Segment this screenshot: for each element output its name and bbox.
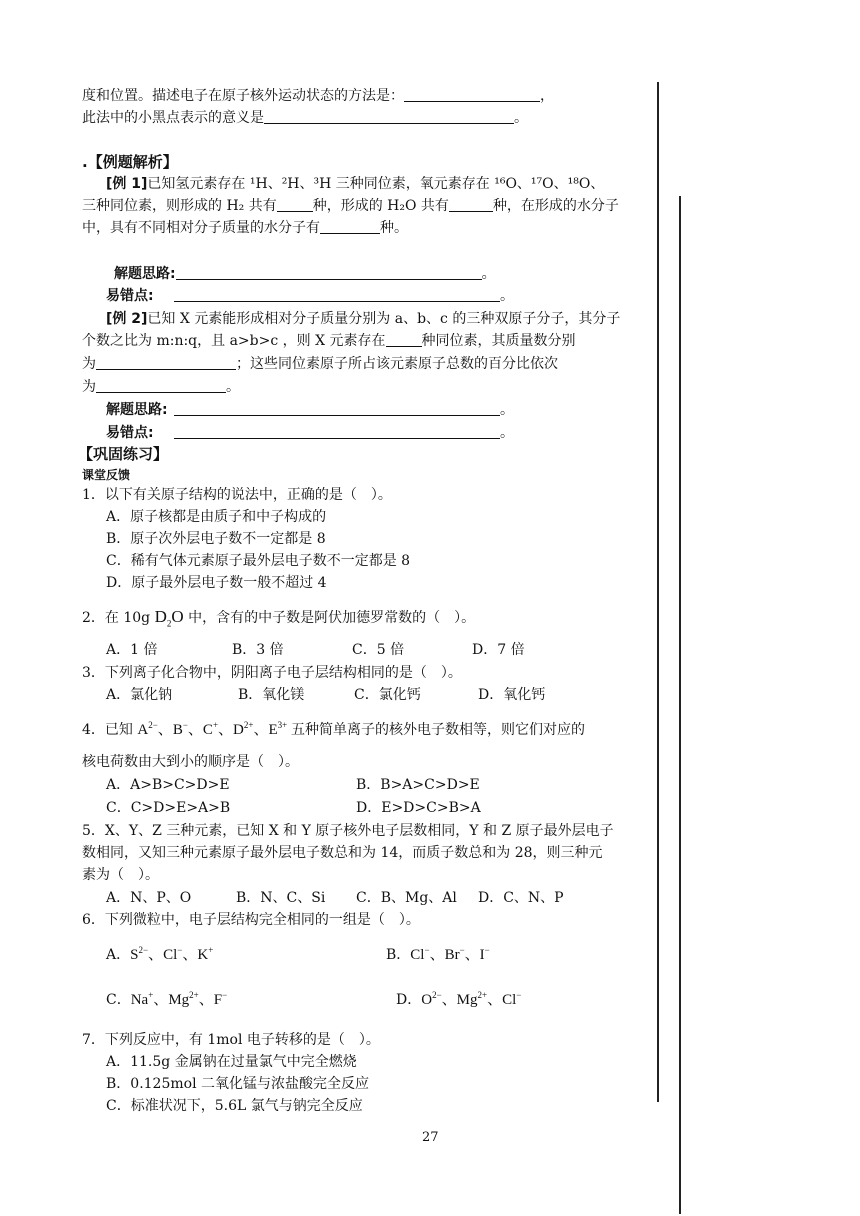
answer-blank[interactable]	[174, 287, 500, 302]
q4-stem-line-2: 核电荷数由大到小的顺序是（ ）。	[82, 754, 299, 770]
q5-option-b[interactable]: B．N、C、Si	[236, 890, 326, 906]
answer-blank[interactable]	[174, 401, 500, 416]
q5-stem-line-1: 5．X、Y、Z 三种元素，已知 X 和 Y 原子核外电子层数相同，Y 和 Z 原子最外层电子	[82, 823, 614, 839]
answer-blank[interactable]	[449, 197, 493, 212]
answer-blank[interactable]	[404, 87, 540, 102]
example-2-line-2: 个数之比为 m:n:q，且 a>b>c ，则 X 元素存在 种同位素，其质量数分别	[82, 333, 576, 349]
q1-option-d[interactable]: D．原子最外层电子数一般不超过 4	[106, 575, 327, 591]
q4-option-b[interactable]: B．B>A>C>D>E	[356, 777, 480, 793]
q5-option-c[interactable]: C．B、Mg、Al	[356, 890, 457, 906]
q1-option-c[interactable]: C．稀有气体元素原子最外层电子数不一定都是 8	[106, 553, 411, 569]
examples-section-title: .【例题解析】	[82, 153, 178, 171]
example-2-error: 易错点: 。	[106, 425, 514, 441]
example-1-line-2: 三种同位素，则形成的 H₂ 共有 种，形成的 H₂O 共有 种，在形成的水分子	[82, 198, 619, 214]
q1-stem: 1．以下有关原子结构的说法中，正确的是（ ）。	[82, 487, 392, 503]
q2-option-c[interactable]: C．5 倍	[352, 642, 405, 658]
answer-blank[interactable]	[277, 197, 313, 212]
intro-line-1: 度和位置。描述电子在原子核外运动状态的方法是： ，	[82, 88, 554, 104]
margin-rule-upper	[657, 82, 659, 1102]
answer-blank[interactable]	[320, 219, 380, 234]
example-2-line-4: 为 。	[82, 379, 240, 395]
q3-option-a[interactable]: A．氯化钠	[106, 687, 173, 703]
q7-option-c[interactable]: C．标准状况下，5.6L 氯气与钠完全反应	[106, 1098, 363, 1114]
q6-option-c[interactable]: C．Na+、$Mg^{2+}$、F−	[106, 990, 228, 1008]
q3-option-b[interactable]: B．氧化镁	[238, 687, 305, 703]
q6-option-a[interactable]: A．$S^{2-}$、Cl−、K+	[106, 945, 214, 963]
q6-option-b[interactable]: B．Cl−、Br−、I−	[386, 945, 490, 963]
q4-option-c[interactable]: C．C>D>E>A>B	[106, 800, 231, 816]
example-2-think: 解题思路: 。	[106, 402, 514, 418]
q4-stem-line-1: 4．已知 $A^{2-}$、B−、C+、$D^{2+}$、$E^{3+}$ 五种简单离子的核外电子数相等，则它们对应的	[82, 720, 585, 738]
practice-section-title: 【巩固练习】	[78, 445, 169, 463]
q7-stem: 7．下列反应中，有 1mol 电子转移的是（ ）。	[82, 1032, 380, 1048]
q5-stem-line-3: 素为（ ）。	[82, 867, 159, 883]
answer-blank[interactable]	[386, 332, 422, 347]
q1-option-b[interactable]: B．原子次外层电子数不一定都是 8	[106, 531, 326, 547]
q2-option-b[interactable]: B．3 倍	[232, 642, 284, 658]
q1-option-a[interactable]: A．原子核都是由质子和中子构成的	[106, 509, 327, 525]
margin-rule-lower	[679, 196, 681, 1214]
page-number: 27	[422, 1130, 439, 1145]
formula-d2o: $D_2O$	[154, 607, 184, 629]
q4-option-a[interactable]: A．A>B>C>D>E	[106, 777, 230, 793]
q2-option-a[interactable]: A．1 倍	[106, 642, 158, 658]
q2-stem: 2．在 10g $D_2O$ 中，含有的中子数是阿伏加德罗常数的（ ）。	[82, 607, 476, 629]
example-2-line-1: [例 2]已知 X 元素能形成相对分子质量分别为 a、b、c 的三种双原子分子，其分子	[106, 311, 621, 327]
example-2-line-3: 为 ；这些同位素原子所占该元素原子总数的百分比依次	[82, 356, 558, 372]
feedback-label: 课堂反馈	[82, 468, 131, 482]
q4-option-d[interactable]: D．E>D>C>B>A	[356, 800, 481, 816]
answer-blank[interactable]	[264, 109, 514, 124]
intro-line-2: 此法中的小黑点表示的意义是 。	[82, 110, 528, 126]
example-1-line-3: 中，具有不同相对分子质量的水分子有 种。	[82, 220, 408, 236]
example-1-think: 解题思路: 。	[114, 266, 496, 282]
example-1-line-1: [例 1]已知氢元素存在 ¹H、²H、³H 三种同位素，氧元素存在 ¹⁶O、¹⁷O、¹⁸O、	[106, 176, 605, 192]
intro-text: 度和位置。描述电子在原子核外运动状态的方法是：	[82, 88, 404, 104]
example-1-tag: [例 1]	[106, 176, 148, 192]
example-2-tag: [例 2]	[106, 311, 148, 327]
q5-option-a[interactable]: A．N、P、O	[106, 890, 192, 906]
q3-option-d[interactable]: D．氧化钙	[478, 687, 546, 703]
q2-option-d[interactable]: D．7 倍	[472, 642, 525, 658]
q7-option-a[interactable]: A．11.5g 金属钠在过量氯气中完全燃烧	[106, 1054, 357, 1070]
q6-option-d[interactable]: D．$O^{2-}$、$Mg^{2+}$、Cl−	[396, 990, 522, 1008]
answer-blank[interactable]	[176, 265, 482, 280]
answer-blank[interactable]	[96, 355, 236, 370]
example-1-error: 易错点: 。	[106, 288, 514, 304]
ion-list: $A^{2-}$、B−、C+、$D^{2+}$、$E^{3+}$	[137, 720, 288, 738]
q7-option-b[interactable]: B．0.125mol 二氧化锰与浓盐酸完全反应	[106, 1076, 369, 1092]
answer-blank[interactable]	[96, 378, 226, 393]
q3-option-c[interactable]: C．氯化钙	[354, 687, 421, 703]
answer-blank[interactable]	[174, 424, 500, 439]
q3-stem: 3．下列离子化合物中，阴阳离子电子层结构相同的是（ ）。	[82, 665, 462, 681]
q5-option-d[interactable]: D．C、N、P	[478, 890, 564, 906]
q6-stem: 6．下列微粒中，电子层结构完全相同的一组是（ ）。	[82, 912, 420, 928]
q5-stem-line-2: 数相同，又知三种元素原子最外层电子数总和为 14，而质子数总和为 28，则三种元	[82, 845, 603, 861]
